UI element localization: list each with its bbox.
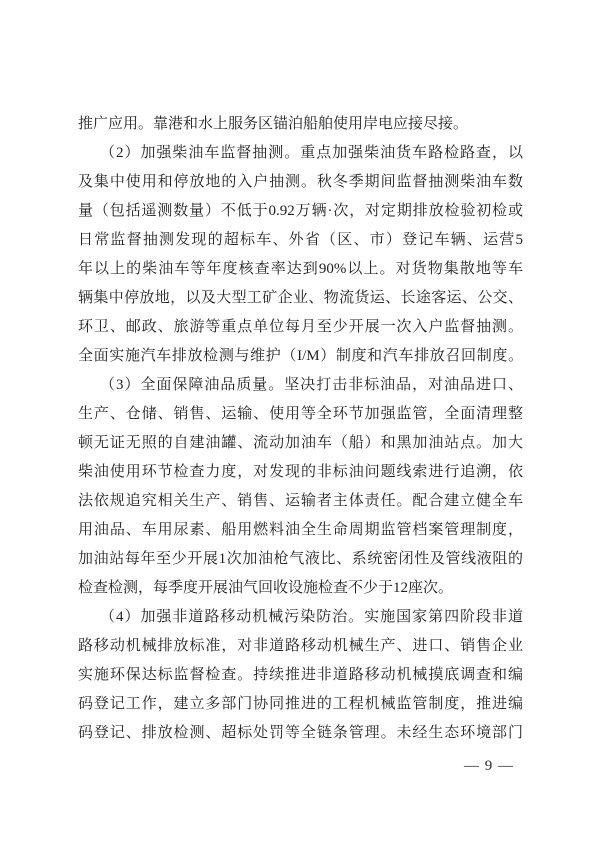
text-line: 年以上的柴油车等年度核查率达到90%以上。对货物集散地等车 [78,261,523,277]
page-number: — 9 — [464,758,514,774]
text-line: 码登记工作，建立多部门协同推进的工程机械监管制度，推进编 [78,696,523,712]
text-line: 用油品、车用尿素、船用燃料油全生命周期监管档案管理制度， [78,522,523,538]
text-line: （4）加强非道路移动机械污染防治。实施国家第四阶段非道 [100,609,523,625]
text-line: 加油站每年至少开展1次加油枪气液比、系统密闭性及管线液阻的 [78,551,523,567]
text-line: 及集中使用和停放地的入户抽测。秋冬季期间监督抽测柴油车数 [78,174,523,190]
text-line: 法依规追究相关生产、销售、运输者主体责任。配合建立健全车 [78,493,523,509]
text-line: 码登记、排放检测、超标处罚等全链条管理。未经生态环境部门 [78,725,523,741]
text-line: 辆集中停放地，以及大型工矿企业、物流货运、长途客运、公交、 [78,290,523,306]
text-line: 路移动机械排放标准，对非道路移动机械生产、进口、销售企业 [78,638,523,654]
text-line: （3）全面保障油品质量。坚决打击非标油品，对油品进口、 [100,377,523,393]
text-line: 量（包括遥测数量）不低于0.92万辆·次，对定期排放检验初检或 [78,203,523,219]
text-line: 推广应用。靠港和水上服务区锚泊船舶使用岸电应接尽接。 [78,116,469,132]
text-line: 柴油使用环节检查力度，对发现的非标油问题线索进行追溯，依 [78,464,523,480]
text-line: 全面实施汽车排放检测与维护（I/M）制度和汽车排放召回制度。 [78,348,523,364]
text-line: 检查检测，每季度开展油气回收设施检查不少于12座次。 [78,580,454,596]
text-line: 顿无证无照的自建油罐、流动加油车（船）和黑加油站点。加大 [78,435,523,451]
text-line: 日常监督抽测发现的超标车、外省（区、市）登记车辆、运营5 [78,232,523,248]
text-line: （2）加强柴油车监督抽测。重点加强柴油货车路检路查，以 [100,145,523,161]
document-body [78,110,523,748]
text-line: 生产、仓储、销售、运输、使用等全环节加强监管，全面清理整 [78,406,523,422]
text-line: 实施环保达标监督检查。持续推进非道路移动机械摸底调查和编 [78,667,523,683]
text-line: 环卫、邮政、旅游等重点单位每月至少开展一次入户监督抽测。 [78,319,523,335]
